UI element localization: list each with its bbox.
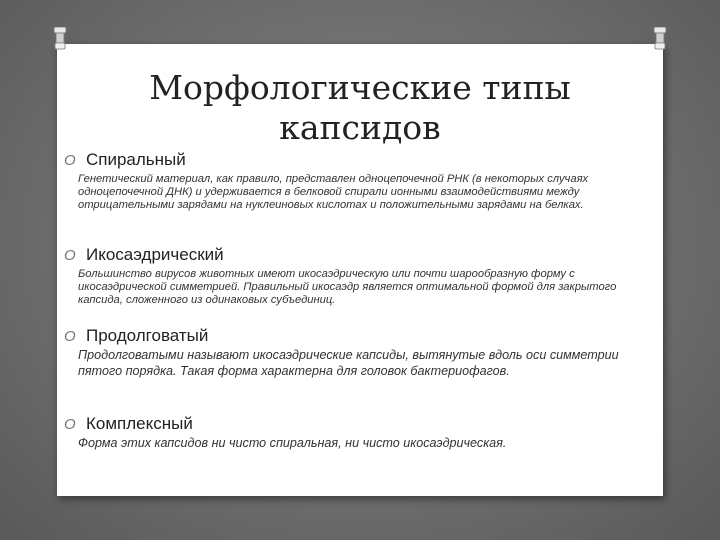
bullet-item-complex: [64, 414, 193, 434]
pin-icon: [53, 27, 67, 51]
bullet-marker: O: [64, 151, 76, 169]
bullet-marker: O: [64, 327, 76, 345]
bullet-description: Генетический материал, как правило, представлен одноцепочечной РНК (в некоторых случаях одноцепочечной ДНК) и удерживается в белковой спирали ионными взаимодействиями между отрицательными зарядами на нуклеиновых кислотах и положительными зарядами на белках.: [78, 173, 589, 211]
bullet-marker: O: [64, 415, 76, 433]
bullet-heading: Продолговатый: [86, 326, 209, 345]
bullet-heading: Комплексный: [86, 414, 193, 433]
bullet-heading: Спиральный: [86, 150, 186, 169]
bullet-item-elongated: [64, 326, 208, 346]
bullet-heading: Икосаэдрический: [86, 245, 224, 264]
bullet-item-spiral: [64, 150, 186, 170]
bullet-item-icosahedral: [64, 245, 224, 265]
bullet-description: Форма этих капсидов ни чисто спиральная, ни чисто икосаэдрическая.: [78, 436, 507, 450]
bullet-description: Продолговатыми называют икосаэдрические капсиды, вытянутые вдоль оси симметрии пятого порядка. Такая форма характерна для головок бактериофагов.: [78, 348, 619, 378]
bullet-marker: O: [64, 246, 76, 264]
bullet-description: Большинство вирусов животных имеют икосаэдрическую или почти шарообразную форму с икосаэдрической симметрией. Правильный икосаэдр является оптимальной формой для закрытого капсида, сложенного из одинаковых субъединиц.: [78, 268, 617, 306]
pin-icon: [653, 27, 667, 51]
slide-title: Морфологические типы капсидов: [149, 68, 571, 147]
